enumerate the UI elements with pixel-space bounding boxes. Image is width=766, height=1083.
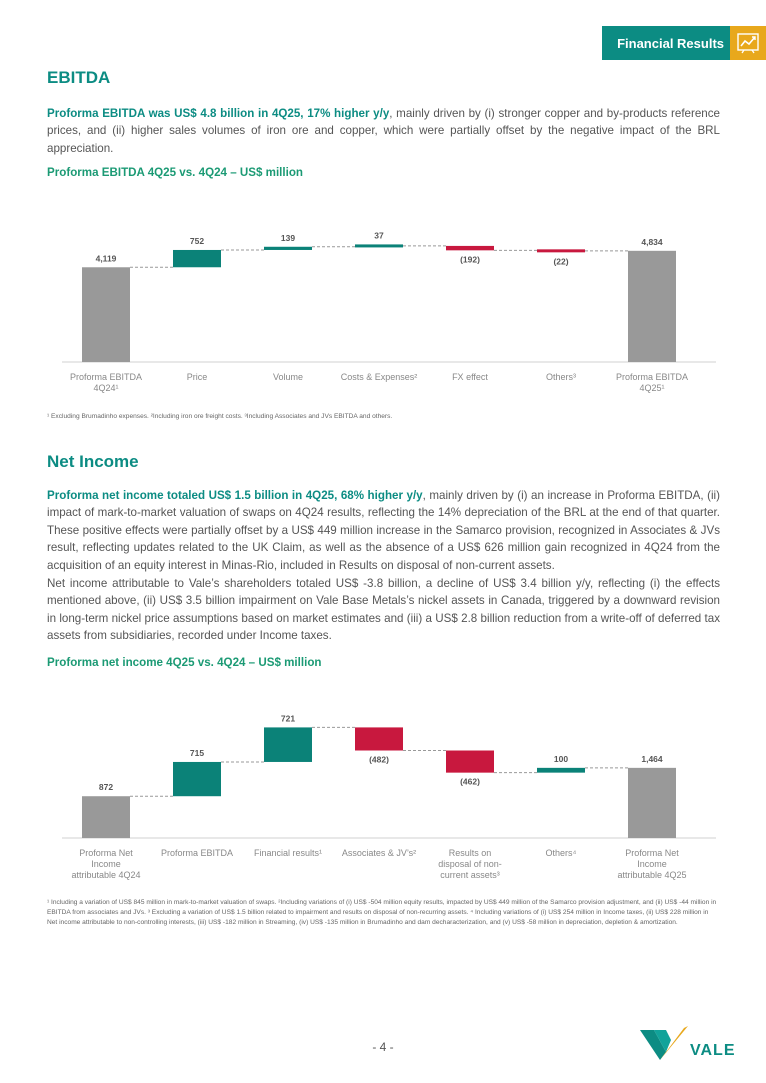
increase-bar xyxy=(264,247,312,250)
net-income-paragraph-text: , mainly driven by (i) an increase in Proforma EBITDA, (ii) impact of mark-to-market valuation of swaps on 4Q24 results, reflecting the 14% depreciation of the BRL at the end of that quarter. These positive effects were partially offset by a US$ 449 million increase in the Samarco provision, recognized in Associates & JVs result, reflecting updates related to the UK Claim, as well as the absence of a US$ 626 million gain recognized in 4Q24 from the acquisition of an equity interest in Minas-Rio, included in Results on disposal of non-current assets. xyxy=(47,489,720,572)
total-bar xyxy=(628,251,676,362)
category-label: FX effect xyxy=(452,372,488,382)
increase-bar xyxy=(264,727,312,762)
category-label: Financial results¹ xyxy=(253,848,323,858)
value-label: 715 xyxy=(189,747,205,758)
net-income-paragraph-highlight: Proforma net income totaled US$ 1.5 billion in 4Q25, 68% higher y/y xyxy=(47,489,423,502)
category-label: Proforma Net Income attributable 4Q24 xyxy=(71,848,141,880)
value-label: 4,834 xyxy=(641,236,663,247)
page-number: - 4 - xyxy=(372,1040,394,1054)
net-income-waterfall-chart xyxy=(0,705,766,895)
value-label: 872 xyxy=(98,782,114,793)
section-tab-label: Financial Results xyxy=(602,26,730,60)
total-bar xyxy=(82,267,130,362)
value-label: (482) xyxy=(369,754,389,765)
category-label: Others⁴ xyxy=(545,848,577,858)
value-label: 37 xyxy=(374,230,384,241)
net-income-footnote: ¹ Including a variation of US$ 845 million in mark-to-market valuation of swaps. ²Including variations of (i) US$ -504 million equity results, impacted by US$ 449 million of the Samarco provision adjustment, and (ii) US$ -44 million in EBITDA from associates and JVs. ³ Excluding a variation of US$ 1.5 billion related to impairment and results on disposal of non-recurring assets. ⁴ Including variations of (i) US$ 254 million in Income taxes, (ii) US$ 228 million in Net income attributable to non-controlling interests, (iii) US$ -182 million in Streaming, (iv) US$ -135 million in Brumadinho and dam decharacterization, and (v) US$ -58 million in depreciation, depletion & amortization. xyxy=(47,899,717,926)
chart-trend-icon xyxy=(730,26,766,60)
ebitda-heading: EBITDA xyxy=(47,68,111,87)
ebitda-chart-title: Proforma EBITDA 4Q25 vs. 4Q24 – US$ million xyxy=(47,166,304,179)
category-label: Price xyxy=(186,372,208,382)
value-label: 1,464 xyxy=(641,753,663,764)
decrease-bar xyxy=(537,249,585,252)
net-income-heading: Net Income xyxy=(47,452,139,471)
value-label: (22) xyxy=(553,256,569,267)
category-label: Associates & JV’s² xyxy=(341,848,417,858)
net-income-paragraph-2: Net income attributable to Vale’s shareholders totaled US$ -3.8 billion, a decline of US$ 3.4 billion y/y, reflecting (i) the effects mentioned above, (ii) US$ 3.5 billion impairment on Vale Base Metals’s nickel assets in Canada, triggered by a downward revision in long-term nickel price assumptions based on market estimates and (iii) a US$ 2.8 billion reduction from a write-off of deferred tax assets from subsidiaries, recorded under Income taxes. xyxy=(47,577,720,643)
total-bar xyxy=(628,768,676,838)
value-label: 4,119 xyxy=(95,253,117,264)
net-income-paragraph-1 xyxy=(47,487,720,574)
value-label: (192) xyxy=(460,254,480,265)
value-label: 752 xyxy=(189,235,205,246)
decrease-bar xyxy=(446,246,494,250)
increase-bar xyxy=(537,768,585,773)
ebitda-footnote: ¹ Excluding Brumadinho expenses. ²Including iron ore freight costs. ³Including Associates and JVs EBITDA and others. xyxy=(47,413,393,420)
category-label: Proforma EBITDA 4Q25¹ xyxy=(615,372,689,393)
increase-bar xyxy=(173,762,221,796)
value-label: 100 xyxy=(553,753,569,764)
category-label: Proforma EBITDA 4Q24¹ xyxy=(69,372,143,393)
category-label: Volume xyxy=(272,372,304,382)
category-label: Results on disposal of non-current assets³ xyxy=(438,848,502,880)
vale-logo xyxy=(640,1022,740,1071)
section-tab xyxy=(602,26,766,60)
increase-bar xyxy=(173,250,221,267)
logo-text: VALE xyxy=(690,1042,736,1059)
value-label: (462) xyxy=(460,776,480,787)
total-bar xyxy=(82,796,130,838)
category-label: Costs & Expenses² xyxy=(340,372,418,382)
ebitda-paragraph xyxy=(47,105,720,157)
value-label: 139 xyxy=(280,232,296,243)
category-label: Proforma EBITDA xyxy=(160,848,234,858)
increase-bar xyxy=(355,244,403,247)
value-label: 721 xyxy=(280,713,296,724)
net-income-chart-title: Proforma net income 4Q25 vs. 4Q24 – US$ million xyxy=(47,656,322,669)
ebitda-paragraph-highlight: Proforma EBITDA was US$ 4.8 billion in 4Q25, 17% higher y/y xyxy=(47,107,390,120)
category-label: Proforma Net Income attributable 4Q25 xyxy=(617,848,687,880)
ebitda-waterfall-chart xyxy=(0,228,766,410)
ebitda-paragraph-text: , mainly driven by (i) stronger copper and by-products reference prices, and (ii) higher sales volumes of iron ore and copper, which were partially offset by the negative impact of the BRL appreciation. xyxy=(47,107,720,155)
decrease-bar xyxy=(446,751,494,773)
decrease-bar xyxy=(355,727,403,750)
category-label: Others³ xyxy=(545,372,577,382)
